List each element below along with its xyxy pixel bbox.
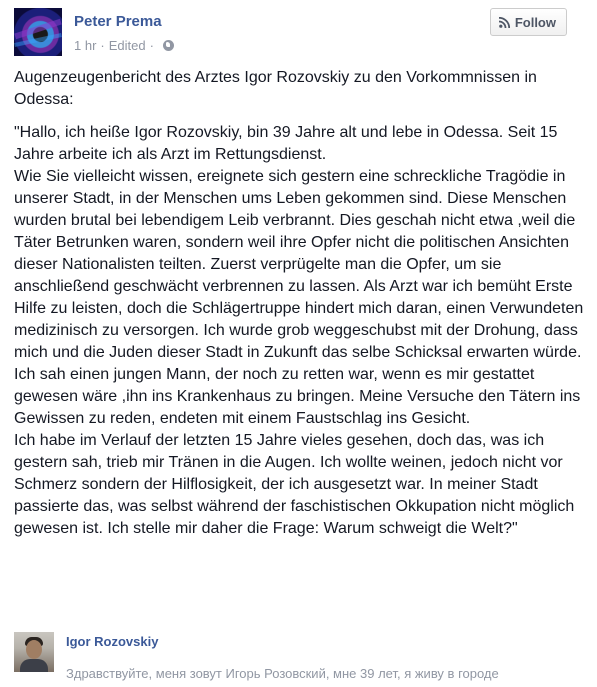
edited-label[interactable]: Edited	[108, 38, 146, 53]
follow-button[interactable]	[490, 8, 567, 36]
post-meta	[74, 38, 174, 53]
comment-author-link[interactable]: Igor Rozovskiy	[66, 634, 159, 649]
globe-icon[interactable]	[163, 40, 174, 51]
post-intro-paragraph: Augenzeugenbericht des Arztes Igor Rozovskiy zu den Vorkommnissen in Odessa:	[14, 69, 537, 108]
post-body	[14, 67, 586, 551]
comment	[14, 632, 597, 687]
author-avatar[interactable]	[14, 8, 62, 56]
rss-icon	[499, 17, 510, 28]
comment-text: Здравствуйте, меня зовут Игорь Розовский, мне 39 лет, я живу в городе	[66, 666, 499, 681]
comment-avatar[interactable]	[14, 632, 54, 672]
meta-separator: ·	[100, 38, 105, 53]
follow-label: Follow	[514, 14, 556, 30]
meta-separator-2: ·	[149, 38, 154, 53]
post-header	[14, 8, 585, 58]
post-timestamp[interactable]: 1 hr	[74, 38, 97, 53]
author-name-link[interactable]: Peter Prema	[74, 13, 162, 30]
post-quote-paragraph: "Hallo, ich heiße Igor Rozovskiy, bin 39 Jahre alt und lebe in Odessa. Seit 15 Jahre arbeite ich als Arzt im Rettungsdienst. Wie Sie vielleicht wissen, ereignete sich gestern eine schreckliche Tragödie in unserer Stadt, in der Menschen ums Leben gekommen sind. Diese Menschen wurden brutal bei lebendigem Leib verbrannt. Dies geschah nicht etwa ,weil die Täter Betrunken waren, sondern weil ihre Opfer nicht die politischen Ansichten dieser Nationalisten teilten. Zuerst verprügelte man die Opfer, um sie anschließend geschwächt verbrennen zu lassen. Als Arzt war ich bemüht Erste Hilfe zu leisten, doch die Schlägertruppe hindert mich daran, einen Verwundeten medizinisch zu versorgen. Ich wurde grob weggeschubst mit der Drohung, dass mich und die Juden dieser Stadt in Zukunft das selbe Schicksal erwarten würde. Ich sah einen jungen Mann, der noch zu retten war, wenn es mir gestattet gewesen wäre ,ihn ins Krankenhaus zu bringen. Meine Versuche den Tätern ins Gewissen zu reden, endeten mit einem Faustschlag ins Gesicht. Ich habe im Verlauf der letzten 15 Jahre vieles gesehen, doch das, was ich gestern sah, trieb mir Tränen in die Augen. Ich wollte weinen, jedoch nicht vor Schmerz sondern der Hilflosigkeit, der ich ausgesetzt war. In meiner Stadt passierte das, was selbst während der faschistischen Okkupation nicht möglich gewesen ist. Ich stelle mir daher die Frage: Warum schweigt die Welt?"	[14, 124, 584, 537]
